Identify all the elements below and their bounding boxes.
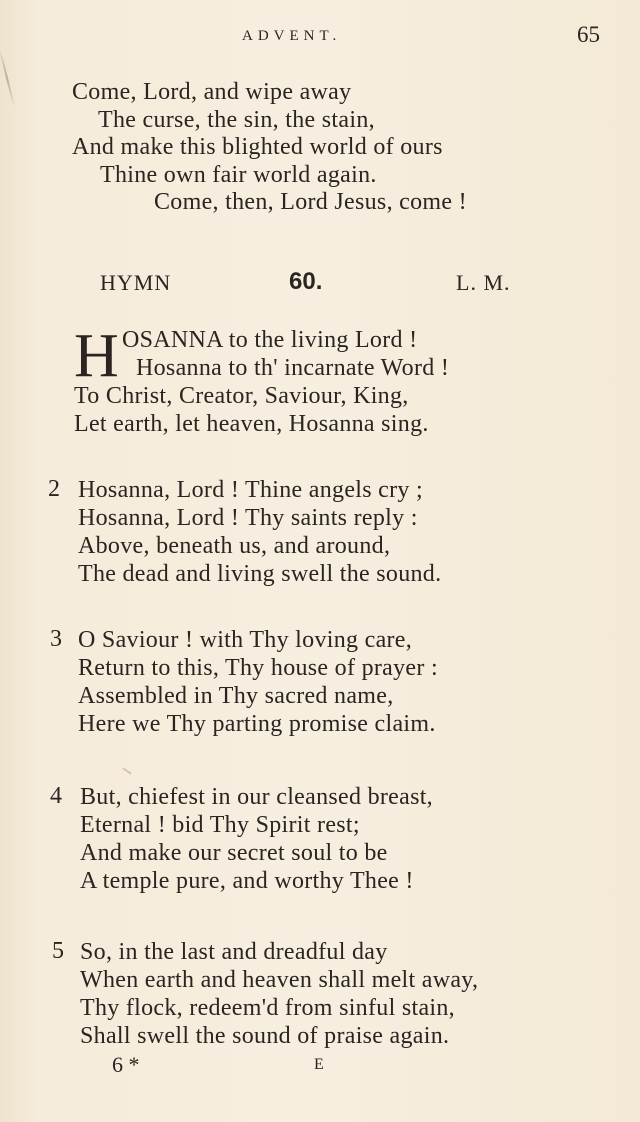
hymn-heading <box>0 270 640 300</box>
verse-line: To Christ, Creator, Saviour, King, <box>74 383 409 409</box>
verse-line: Shall swell the sound of praise again. <box>80 1023 450 1049</box>
running-head <box>0 22 640 52</box>
verse-line: Hosanna, Lord ! Thy saints reply : <box>78 505 418 531</box>
hymn-number: 60. <box>289 268 323 295</box>
verse-line: Eternal ! bid Thy Spirit rest; <box>80 812 360 838</box>
printer-signature-mark: 6 * <box>112 1052 140 1077</box>
verse-line: Hosanna to th' incarnate Word ! <box>136 355 450 381</box>
verse-line: Come, Lord, and wipe away <box>72 79 352 105</box>
verse-line: So, in the last and dreadful day <box>80 939 388 965</box>
verse-line: The curse, the sin, the stain, <box>98 107 375 133</box>
verse-line: Let earth, let heaven, Hosanna sing. <box>74 411 429 437</box>
verse-line: When earth and heaven shall melt away, <box>80 967 479 993</box>
page-edge-shadow <box>0 49 15 108</box>
verse-line: Above, beneath us, and around, <box>78 533 391 559</box>
hymn-label: HYMN <box>100 270 172 295</box>
verse-line: And make our secret soul to be <box>80 840 388 866</box>
verse-line: Thine own fair world again. <box>100 162 377 188</box>
drop-cap: H <box>74 322 119 390</box>
verse-line: Assembled in Thy sacred name, <box>78 683 394 709</box>
verse-line: The dead and living swell the sound. <box>78 561 442 587</box>
stanza-number: 4 <box>50 783 62 809</box>
verse-line: Return to this, Thy house of prayer : <box>78 655 438 681</box>
printer-signature-letter: E <box>314 1056 324 1073</box>
verse-line: OSANNA to the living Lord ! <box>122 327 418 353</box>
verse-line: But, chiefest in our cleansed breast, <box>80 784 433 810</box>
verse-line: And make this blighted world of ours <box>72 134 443 160</box>
page-number: 65 <box>577 22 600 47</box>
verse-line: Thy flock, redeem'd from sinful stain, <box>80 995 455 1021</box>
running-title: ADVENT. <box>242 28 342 44</box>
verse-line: O Saviour ! with Thy loving care, <box>78 627 413 653</box>
stanza-number: 2 <box>48 476 60 502</box>
hymn-meter: L. M. <box>456 270 511 295</box>
verse-line: Here we Thy parting promise claim. <box>78 711 436 737</box>
verse-line: A temple pure, and worthy Thee ! <box>80 868 414 894</box>
paper-speck <box>122 767 131 774</box>
verse-line: Come, then, Lord Jesus, come ! <box>154 189 467 215</box>
verse-line: Hosanna, Lord ! Thine angels cry ; <box>78 477 423 503</box>
stanza-number: 3 <box>50 626 62 652</box>
stanza-number: 5 <box>52 938 64 964</box>
